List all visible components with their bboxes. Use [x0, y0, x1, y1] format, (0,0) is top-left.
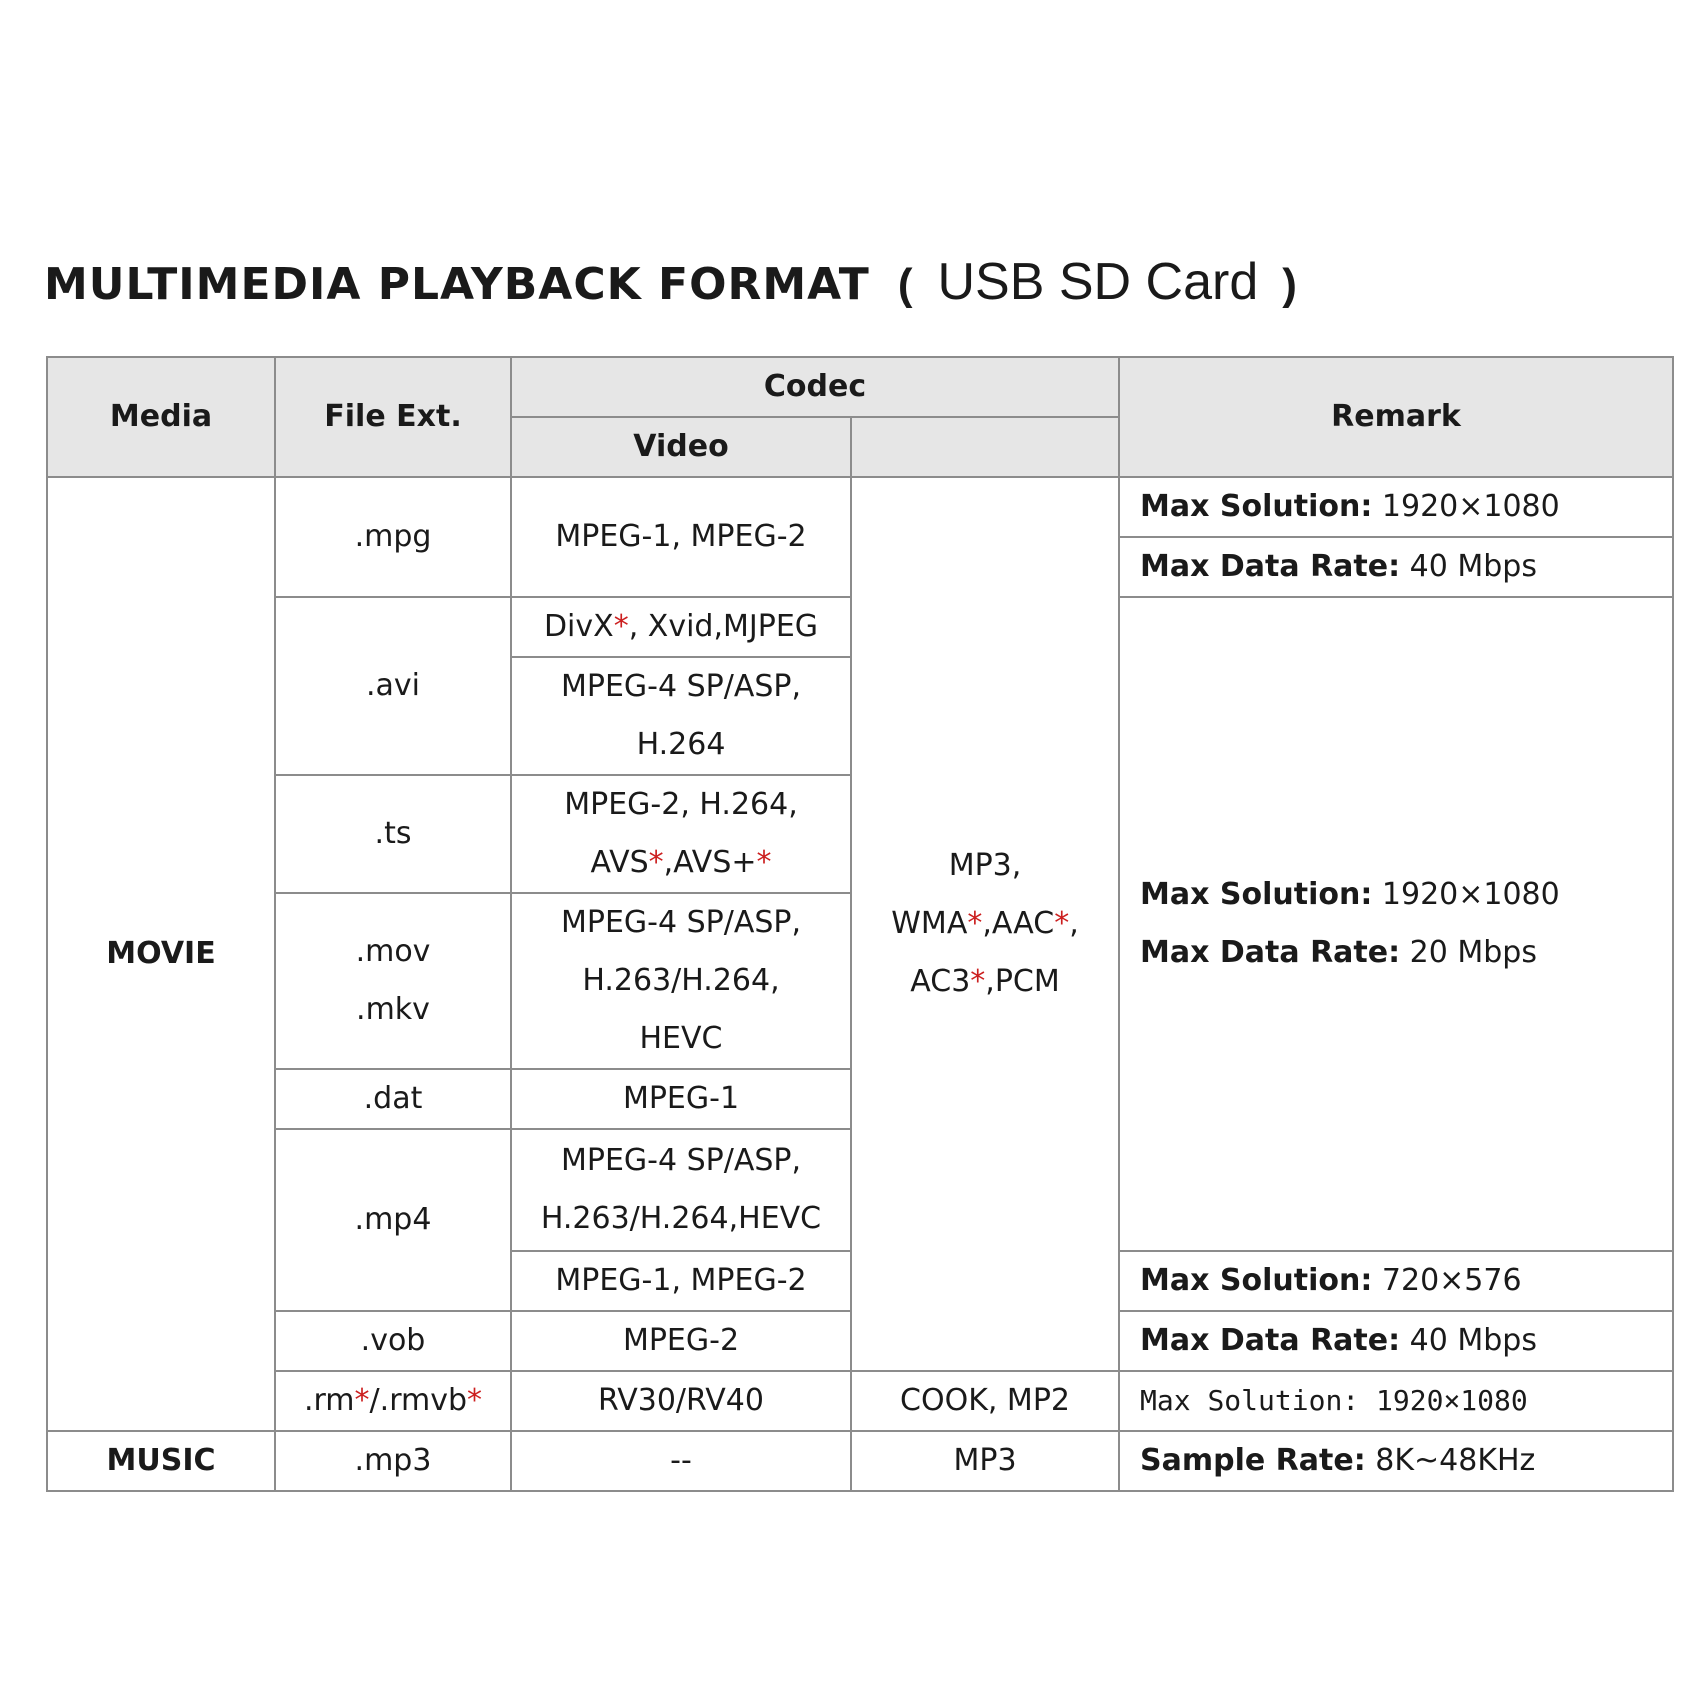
video-rm: RV30/RV40 [511, 1371, 851, 1431]
title-subtitle: USB SD Card [937, 253, 1259, 311]
ext-mov-mkv: .mov .mkv [275, 893, 511, 1069]
remark-rm-solution: Max Solution: 1920×1080 [1119, 1371, 1673, 1431]
format-table [46, 356, 1674, 1492]
header-audio [851, 417, 1119, 477]
remark-mp4-solution: Max Solution: 720×576 [1119, 1251, 1673, 1311]
ext-rm-rmvb: .rm*/.rmvb* [275, 1371, 511, 1431]
video-avi-2: MPEG-4 SP/ASP, H.264 [511, 657, 851, 775]
media-music: MUSIC [47, 1431, 275, 1491]
audio-line-1: MP3, [948, 848, 1022, 883]
ext-ts: .ts [275, 775, 511, 893]
remark-mpg-solution: Max Solution: 1920×1080 [1119, 477, 1673, 537]
video-mp4-1: MPEG-4 SP/ASP, H.263/H.264,HEVC [511, 1129, 851, 1251]
audio-line-3: AC3*,PCM [910, 964, 1060, 999]
audio-movie [851, 477, 1119, 1371]
audio-mp3: MP3 [851, 1431, 1119, 1491]
video-dat: MPEG-1 [511, 1069, 851, 1129]
ext-avi: .avi [275, 597, 511, 775]
video-vob: MPEG-2 [511, 1311, 851, 1371]
video-mov-mkv: MPEG-4 SP/ASP, H.263/H.264, HEVC [511, 893, 851, 1069]
ext-dat: .dat [275, 1069, 511, 1129]
page-title [44, 252, 1298, 312]
header-remark: Remark [1119, 357, 1673, 477]
title-main: MULTIMEDIA PLAYBACK FORMAT [44, 259, 870, 310]
remark-vob-rate: Max Data Rate: 40 Mbps [1119, 1311, 1673, 1371]
ext-mp4: .mp4 [275, 1129, 511, 1311]
header-file-ext: File Ext. [275, 357, 511, 477]
header-video: Video [511, 417, 851, 477]
ext-mp3: .mp3 [275, 1431, 511, 1491]
title-open-paren: ( [897, 260, 914, 309]
remark-general: Max Solution: 1920×1080 Max Data Rate: 20 Mbps [1119, 597, 1673, 1251]
title-close-paren: ) [1282, 260, 1298, 309]
media-movie: MOVIE [47, 477, 275, 1431]
video-mp3: -- [511, 1431, 851, 1491]
video-mp4-2: MPEG-1, MPEG-2 [511, 1251, 851, 1311]
video-avi-1: DivX*, Xvid,MJPEG [511, 597, 851, 657]
video-mpg: MPEG-1, MPEG-2 [511, 477, 851, 597]
audio-rm: COOK, MP2 [851, 1371, 1119, 1431]
header-media: Media [47, 357, 275, 477]
header-codec: Codec [511, 357, 1119, 417]
ext-vob: .vob [275, 1311, 511, 1371]
remark-mp3-rate: Sample Rate: 8K~48KHz [1119, 1431, 1673, 1491]
video-ts: MPEG-2, H.264, AVS*,AVS+* [511, 775, 851, 893]
remark-mpg-rate: Max Data Rate: 40 Mbps [1119, 537, 1673, 597]
ext-mpg: .mpg [275, 477, 511, 597]
audio-line-2: WMA*,AAC*, [891, 906, 1079, 941]
